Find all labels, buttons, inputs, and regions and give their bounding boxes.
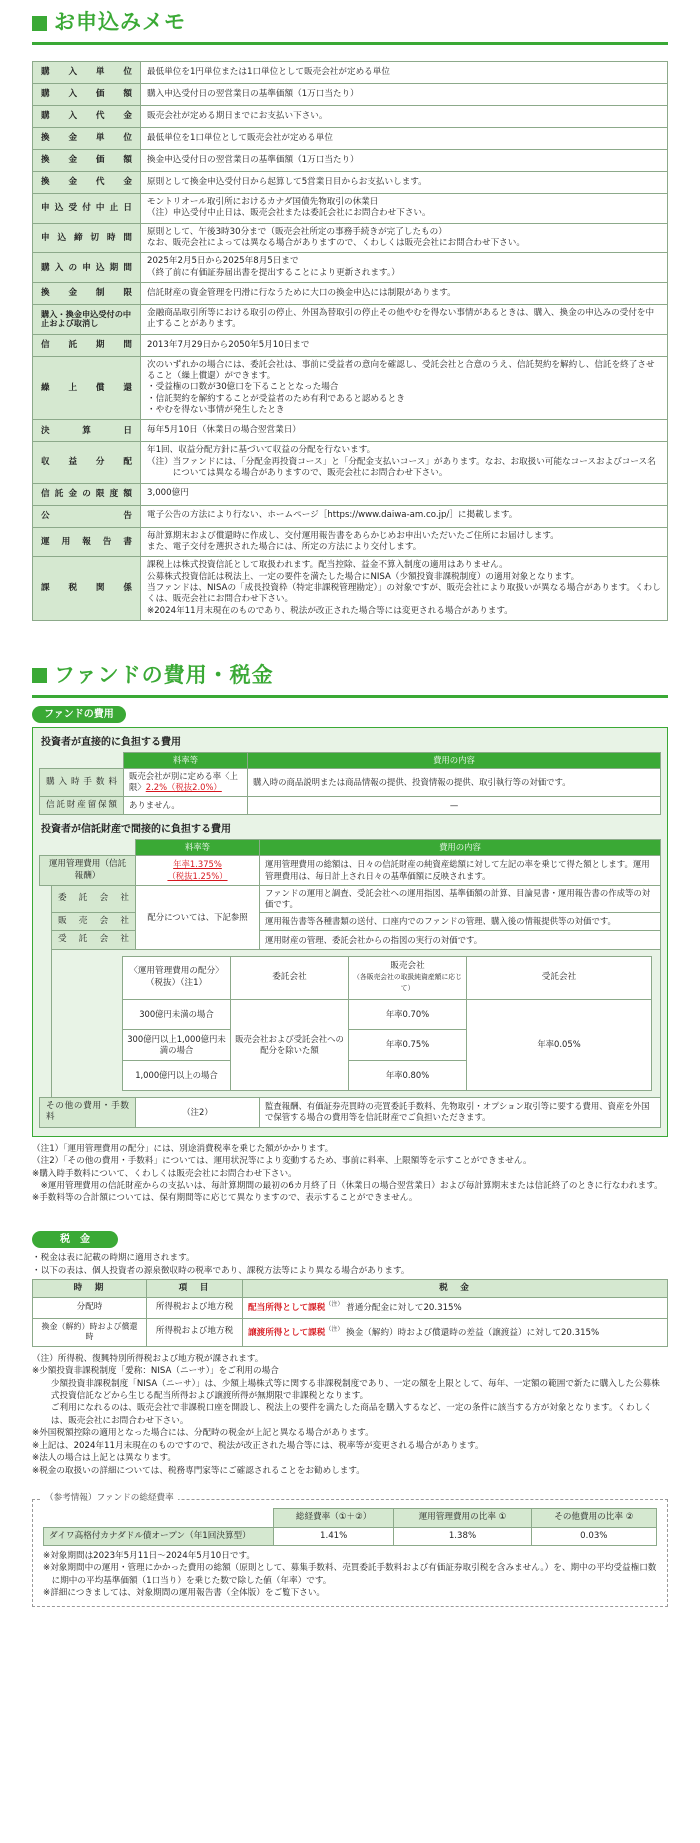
col-content: 費用の内容 (260, 840, 661, 856)
memo-line: 最低単位を1口単位として販売会社が定める単位 (147, 132, 333, 143)
blank-cell (44, 1509, 274, 1527)
memo-row (33, 557, 668, 621)
memo-line: 年1回、収益分配方針に基づいて収益の分配を行ないます。 (147, 445, 376, 456)
ref-note: ※詳細につきましては、対象期間の運用報告書（全体版）をご覧下さい。 (43, 1588, 326, 1599)
fee-label: 運用管理費用（信託報酬） (40, 856, 136, 886)
direct-heading: 投資者が直接的に負担する費用 (41, 737, 181, 749)
memo-label: 購入価額 (33, 84, 141, 106)
tax-intro-line: ・以下の表は、個人投資者の源泉徴収時の税率であり、課税方法等により異なる場合があります。 (32, 1265, 410, 1276)
memo-value (141, 128, 668, 150)
memo-label: 換金代金 (33, 172, 141, 194)
memo-line: 信託財産の資金管理を円滑に行なうために大口の換金申込には制限があります。 (147, 287, 456, 298)
memo-line: 2013年7月29日から2050年5月10日まで (147, 339, 310, 350)
memo-row (33, 223, 668, 253)
memo-row (33, 527, 668, 557)
fee-content: — (248, 796, 661, 814)
ref-table (43, 1508, 657, 1546)
memo-label: 換金価額 (33, 150, 141, 172)
alloc-h3: 受託会社 (467, 956, 652, 999)
memo-row (33, 106, 668, 128)
memo-line: 3,000億円 (147, 488, 189, 499)
fee-row-jutaku (40, 931, 661, 949)
blank-cell (40, 840, 136, 856)
fee-row-purchase (40, 769, 661, 796)
green-square-icon (32, 668, 47, 683)
memo-row (33, 505, 668, 527)
memo-line: 購入申込受付日の翌営業日の基準価額（1万口当たり） (147, 88, 359, 99)
memo-value (141, 223, 668, 253)
memo-value (141, 172, 668, 194)
memo-row (33, 62, 668, 84)
blank-cell (40, 753, 124, 769)
alloc-row-label: 300億円以上1,000億円未満の場合 (123, 1029, 231, 1060)
fee-label: 委託会社 (52, 885, 136, 912)
memo-label: 収益分配 (33, 442, 141, 483)
memo-value (141, 305, 668, 335)
memo-line: 2025年2月5日から2025年8月5日まで (147, 256, 299, 267)
memo-line: 原則として、午後3時30分まで（販売会社所定の事務手続きが完了したもの） (147, 226, 447, 237)
fee-rate-red: 2.2%（税抜2.0%） (145, 782, 222, 793)
fee-notes (32, 1143, 668, 1205)
fee-note: ※運用管理費用の信託財産からの支払いは、毎計算期間の最初の6カ月終了日（休業日の場合翌営業日）および毎計算期末または信託終了のときに行なわれます。 (40, 1181, 663, 1192)
memo-line: 次のいずれかの場合には、委託会社は、事前に受益者の意向を確認し、受託会社と合意のうえ、信託契約を解約し、信託を終了させること（繰上償還）ができます。 (147, 359, 655, 382)
memo-row (33, 420, 668, 442)
tax-period: 換金（解約）時および償還時 (33, 1318, 147, 1346)
memo-row (33, 334, 668, 356)
fee-rate: 販売会社が別に定める率〈上限〉2.2%（税抜2.0%） (124, 769, 248, 796)
direct-fee-table (39, 752, 661, 815)
memo-row (33, 194, 668, 224)
fee-note: ※手数料等の合計額については、保有期間等に応じて異なりますので、表示することができません。 (32, 1193, 418, 1204)
memo-line: （終了前に有価証券届出書を提出することにより更新されます。） (147, 267, 400, 278)
fee-note: ※購入時手数料について、くわしくは販売会社にお問合わせ下さい。 (32, 1168, 297, 1179)
tax-note: ※少額投資非課税制度「愛称：NISA（ニーサ）」をご利用の場合 (32, 1366, 279, 1377)
green-square-icon (32, 16, 47, 31)
memo-line: （注）申込受付中止日は、販売会社または委託会社にお問合わせ下さい。 (147, 208, 431, 219)
memo-line: （注）当ファンドには、「分配金再投資コース」と「分配金支払いコース」があります。なお、お取扱い可能なコースおよびコース名については異なる場合がありますので、販売会社にお問合わせ下さい。 (147, 456, 656, 479)
tax-note: （注）所得税、復興特別所得税および地方税が課されます。 (32, 1353, 264, 1364)
memo-value (141, 505, 668, 527)
fee-label: 販売会社 (52, 913, 136, 931)
tax-period: 分配時 (33, 1298, 147, 1318)
ref-note: ※対象期間中の運用・管理にかかった費用の総額（原則として、募集手数料、売買委託手数料および有価証券取引税を含みません。）を、期中の平均受益権口数に期中の平均基準価額（1口当り）を乗じた数で除した値（年率）です。 (43, 1563, 657, 1586)
tax-table (32, 1279, 668, 1347)
alloc-h2: 販売会社 （各販売会社の取扱純資産額に応じて） (349, 956, 467, 999)
memo-heading (32, 8, 668, 38)
memo-value (141, 253, 668, 283)
ref-notes (43, 1550, 657, 1600)
tax-note: ※外国税額控除の適用となった場合には、分配時の税金が上記と異なる場合があります。 (32, 1428, 374, 1439)
tax-notes (32, 1353, 668, 1478)
memo-rule (32, 42, 668, 45)
ref-box (32, 1493, 668, 1607)
memo-label: 課税関係 (33, 557, 141, 621)
tax-note: ※税金の取扱いの詳細については、税務専門家等にご確認されることをお勧めします。 (32, 1465, 365, 1476)
memo-label: 申込締切時間 (33, 223, 141, 253)
memo-label: 申込受付中止日 (33, 194, 141, 224)
fee-content: 監査報酬、有価証券売買時の売買委託手数料、先物取引・オプション取引等に要する費用、資産を外国で保管する場合の費用等を信託財産でご負担いただきます。 (260, 1097, 661, 1127)
memo-line: また、電子交付を選択された場合には、所定の方法により交付します。 (147, 541, 422, 552)
memo-line: 換金申込受付日の翌営業日の基準価額（1万口当たり） (147, 154, 359, 165)
fee-row-itaku (40, 885, 661, 912)
memo-value (141, 557, 668, 621)
alloc-hanbai: 年率0.70% (349, 999, 467, 1029)
memo-label: 購入単位 (33, 62, 141, 84)
memo-line: モントリオール取引所におけるカナダ国債先物取引の休業日 (147, 197, 379, 207)
fee-content: ファンドの運用と調査、受託会社への運用指図、基準価額の計算、目論見書・運用報告書の作成等の対価です。 (260, 885, 661, 912)
alloc-cell (52, 949, 661, 1097)
memo-line: 毎計算期末および償還時に作成し、交付運用報告書をあらかじめお申出いただいたご住所にお届けします。 (147, 530, 559, 541)
tax-note: 少額投資非課税制度「NISA（ニーサ）」は、少額上場株式等に関する非課税制度であり、一定の額を上限として、毎年、一定額の範囲で新たに購入した公募株式投資信託などから生じる配当所得および譲渡所得が無期限で非課税となります。 (50, 1378, 660, 1402)
memo-label: 購入・換金申込受付の中止および取消し (33, 305, 141, 335)
memo-value (141, 150, 668, 172)
memo-value (141, 283, 668, 305)
memo-row (33, 305, 668, 335)
alloc-h0: 〈運用管理費用の配分〉（税抜）（注1） (123, 956, 231, 999)
fees-badge: ファンドの費用 (32, 706, 126, 723)
tax-intro (32, 1252, 668, 1277)
fee-content: 運用財産の管理、委託会社からの指図の実行の対価です。 (260, 931, 661, 949)
memo-line: 最低単位を1円単位または1口単位として販売会社が定める単位 (147, 66, 390, 77)
memo-line: 電子公告の方法により行ない、ホームページ［https://www.daiwa-am.co.jp/］に掲載します。 (147, 510, 518, 521)
col-content: 費用の内容 (248, 753, 661, 769)
ref-h: 総経費率（①＋②） (274, 1509, 394, 1527)
memo-line: 原則として換金申込受付日から起算して5営業日目からお支払いします。 (147, 176, 427, 187)
fees-title: ファンドの費用・税金 (54, 663, 274, 688)
memo-value (141, 334, 668, 356)
ref-note: ※対象期間は2023年5月11日〜2024年5月10日です。 (43, 1550, 255, 1561)
memo-line: ※2024年11月末現在のものであり、税法が改正された場合等には変更される場合があります。 (147, 605, 513, 616)
fee-rate: ありません。 (124, 796, 248, 814)
memo-line: 当ファンドは、NISAの「成長投資枠（特定非課税管理勘定）」の対象ですが、販売会社により取扱いが異なる場合があります。くわしくは、販売会社にお問合わせ下さい。 (147, 582, 661, 605)
fee-label: その他の費用・手数料 (40, 1097, 136, 1127)
fee-row-hanbai (40, 913, 661, 931)
memo-row (33, 84, 668, 106)
tax-row (33, 1298, 668, 1318)
memo-label: 換金制限 (33, 283, 141, 305)
memo-value (141, 194, 668, 224)
fee-box (32, 727, 668, 1137)
tax-badge: 税 金 (32, 1231, 118, 1248)
alloc-row-label: 1,000億円以上の場合 (123, 1060, 231, 1090)
ref-caption: （参考情報）ファンドの総経費率 (41, 1493, 178, 1504)
memo-line: ・信託契約を解約することが受益者のため有利であると認めるとき (147, 393, 405, 404)
memo-label: 購入の申込期間 (33, 253, 141, 283)
memo-value (141, 84, 668, 106)
memo-label: 信託期間 (33, 334, 141, 356)
fee-note: （注2）「その他の費用・手数料」については、運用状況等により変動するため、事前に料率、上限額等を示すことができません。 (32, 1156, 532, 1167)
alloc-table (122, 956, 652, 1091)
fee-label: 購入時手数料 (40, 769, 124, 796)
memo-row (33, 483, 668, 505)
ref-val: 1.41% (274, 1527, 394, 1545)
memo-label: 信託金の限度額 (33, 483, 141, 505)
indent-cell (40, 885, 52, 1097)
memo-value (141, 62, 668, 84)
memo-value (141, 106, 668, 128)
memo-row (33, 356, 668, 420)
indirect-fee-table (39, 839, 661, 1128)
memo-row (33, 442, 668, 483)
memo-line: なお、販売会社によっては異なる場合がありますので、くわしくは販売会社にお問合わせ下さい。 (147, 238, 525, 249)
tax-h-item: 項 目 (147, 1280, 243, 1298)
fee-content: 運用管理費用の総額は、日々の信託財産の純資産総額に対して左記の率を乗じて得た額とします。運用管理費用は、毎日計上され日々の基準価額に反映されます。 (260, 856, 661, 886)
memo-label: 購入代金 (33, 106, 141, 128)
alloc-hanbai: 年率0.75% (349, 1029, 467, 1060)
fees-rule (32, 695, 668, 698)
alloc-row-label: 300億円未満の場合 (123, 999, 231, 1029)
fee-label: 受託会社 (52, 931, 136, 949)
fee-label: 信託財産留保額 (40, 796, 124, 814)
col-rate: 料率等 (124, 753, 248, 769)
ref-fund: ダイワ高格付カナダドル債オープン（年1回決算型） (44, 1527, 274, 1545)
ref-h: その他費用の比率 ② (531, 1509, 656, 1527)
memo-value (141, 356, 668, 420)
memo-line: 金融商品取引所等における取引の停止、外国為替取引の停止その他やむを得ない事情があるときは、購入、換金の申込みの受付を中止することがあります。 (147, 308, 655, 330)
memo-title: お申込みメモ (54, 10, 186, 35)
tax-note: ※上記は、2024年11月末現在のものですので、税法が改正された場合等には、税率等が変更される場合があります。 (32, 1440, 484, 1451)
memo-row (33, 283, 668, 305)
fee-row-mgmt (40, 856, 661, 886)
tax-note: ※法人の場合は上記とは異なります。 (32, 1453, 177, 1464)
fee-content: 運用報告書等各種書類の送付、口座内でのファンドの管理、購入後の情報提供等の対価です。 (260, 913, 661, 931)
fee-note: （注1）「運用管理費用の配分」には、別途消費税率を乗じた額がかかります。 (32, 1143, 334, 1154)
memo-line: ・受益権の口数が30億口を下ることとなった場合 (147, 382, 339, 393)
fee-content: 購入時の商品説明または商品情報の提供、投資情報の提供、取引執行等の対価です。 (248, 769, 661, 796)
fees-heading (32, 661, 668, 691)
alloc-hanbai: 年率0.80% (349, 1060, 467, 1090)
memo-line: 公募株式投資信託は税法上、一定の要件を満たした場合にNISA（少額投資非課税制度）の適用対象となります。 (147, 571, 580, 582)
alloc-itaku: 販売会社および受託会社への配分を除いた額 (231, 999, 349, 1090)
fee-rate: （注2） (136, 1097, 260, 1127)
col-rate: 料率等 (136, 840, 260, 856)
tax-row (33, 1318, 668, 1346)
tax-value: 配当所得として課税$^{(注)}$ 普通分配金に対して20.315% (243, 1298, 668, 1318)
ref-val: 0.03% (531, 1527, 656, 1545)
ref-h: 運用管理費用の比率 ① (394, 1509, 531, 1527)
tax-h-tax: 税 金 (243, 1280, 668, 1298)
memo-line: 販売会社が定める期日までにお支払い下さい。 (147, 110, 328, 121)
fee-rate: 配分については、下記参照 (136, 885, 260, 949)
memo-line: 課税上は株式投資信託として取扱われます。配当控除、益金不算入制度の適用はありません。 (147, 560, 508, 571)
alloc-jutaku: 年率0.05% (467, 999, 652, 1090)
memo-label: 運用報告書 (33, 527, 141, 557)
alloc-h1: 委託会社 (231, 956, 349, 999)
indirect-heading: 投資者が信託財産で間接的に負担する費用 (41, 823, 231, 835)
fee-row-other (40, 1097, 661, 1127)
memo-line: 毎年5月10日（休業日の場合翌営業日） (147, 425, 301, 436)
memo-table (32, 61, 668, 621)
memo-row (33, 150, 668, 172)
fee-row-retention (40, 796, 661, 814)
memo-row (33, 128, 668, 150)
memo-value (141, 420, 668, 442)
memo-label: 繰上償還 (33, 356, 141, 420)
ref-val: 1.38% (394, 1527, 531, 1545)
tax-intro-line: ・税金は表に記載の時期に適用されます。 (32, 1253, 195, 1264)
memo-row (33, 172, 668, 194)
memo-value (141, 483, 668, 505)
tax-item: 所得税および地方税 (147, 1298, 243, 1318)
tax-note: ご利用になれるのは、販売会社で非課税口座を開設し、税法上の要件を満たした商品を購入するなど、一定の条件に該当する方が対象となります。くわしくは、販売会社にお問合わせ下さい。 (50, 1403, 652, 1426)
memo-value (141, 527, 668, 557)
memo-label: 決算日 (33, 420, 141, 442)
memo-line: ・やむを得ない事情が発生したとき (147, 405, 285, 416)
tax-value: 譲渡所得として課税$^{(注)}$ 換金（解約）時および償還時の差益（譲渡益）に対して20.315% (243, 1318, 668, 1346)
memo-label: 換金単位 (33, 128, 141, 150)
memo-row (33, 253, 668, 283)
tax-h-period: 時 期 (33, 1280, 147, 1298)
tax-item: 所得税および地方税 (147, 1318, 243, 1346)
fee-rate: 年率1.375% （税抜1.25%） (136, 856, 260, 886)
memo-label: 公告 (33, 505, 141, 527)
memo-value (141, 442, 668, 483)
